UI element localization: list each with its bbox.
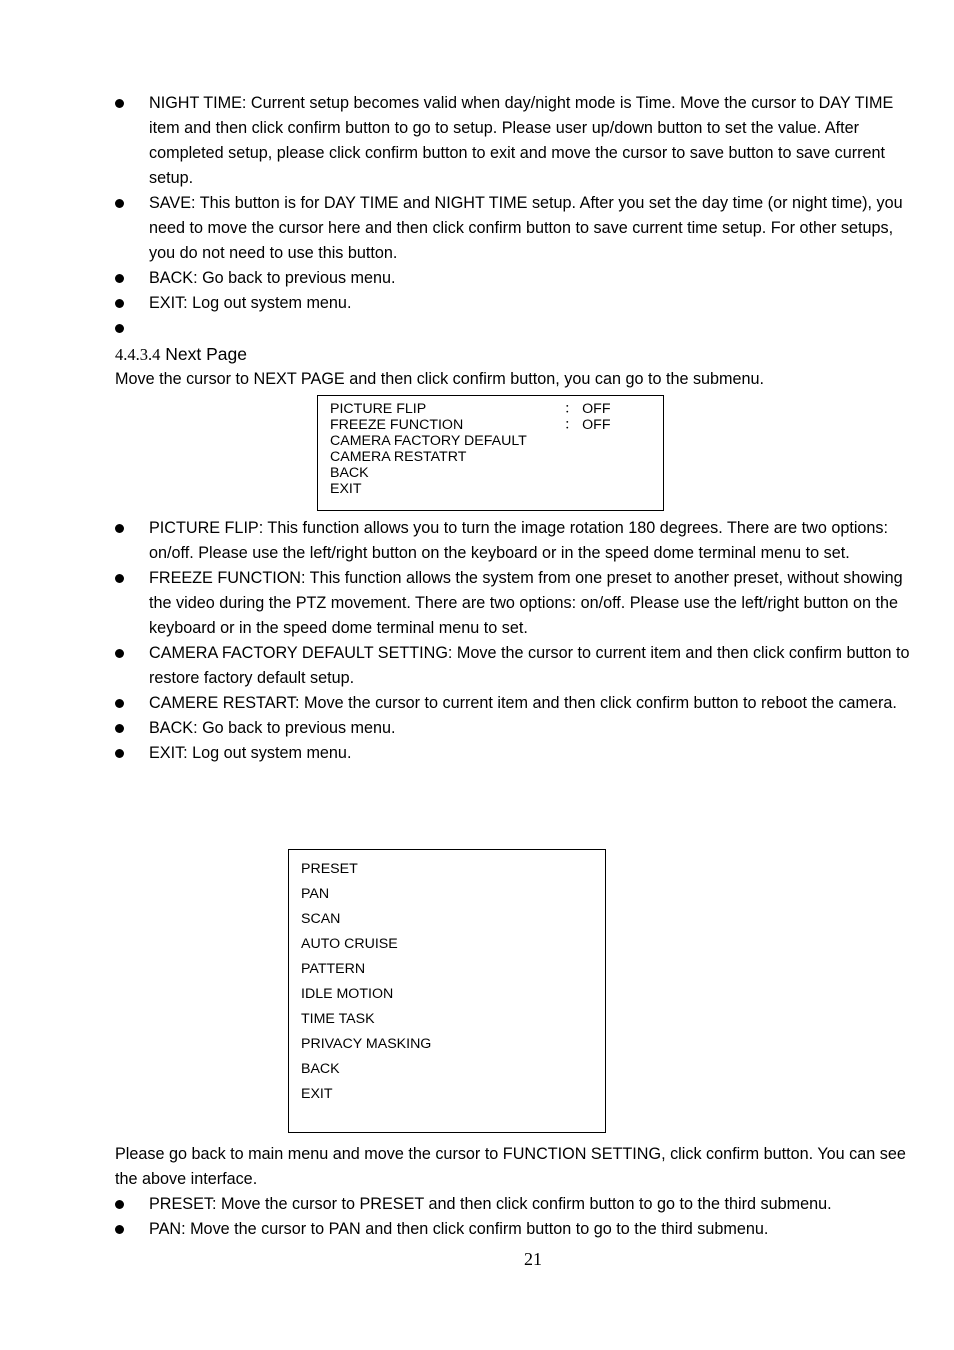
bullet-icon	[115, 574, 124, 583]
bullet-text: SAVE: This button is for DAY TIME and NIGHT TIME setup. After you set the day time (or night time), you need to move the cursor here and then click confirm button to save current time setup. For other setups, you do not need to use this button.	[149, 194, 903, 262]
menu-label: EXIT	[330, 481, 362, 497]
section-title: Next Page	[165, 344, 247, 364]
bullet-text: CAMERE RESTART: Move the cursor to current item and then click confirm button to reboot the camera.	[149, 694, 897, 712]
menu-item: IDLE MOTION	[301, 986, 394, 1002]
menu-label: BACK	[330, 465, 369, 481]
bottom-paragraph: Please go back to main menu and move the cursor to FUNCTION SETTING, click confirm button. You can see the above interface.	[115, 1145, 906, 1188]
bullet-icon	[115, 99, 124, 108]
list-item	[115, 716, 920, 741]
bullet-icon	[115, 1200, 124, 1209]
bullet-text: FREEZE FUNCTION: This function allows the system from one preset to another preset, without showing the video during the PTZ movement. There are two options: on/off. Please use the left/right button on the keyboard or in the speed dome terminal menu to set.	[149, 569, 903, 637]
list-item	[115, 641, 920, 691]
bullet-text: EXIT: Log out system menu.	[149, 294, 352, 312]
menu-item: AUTO CRUISE	[301, 936, 398, 952]
list-item	[115, 91, 920, 191]
menu-item: EXIT	[301, 1086, 333, 1102]
menu-row	[330, 417, 663, 433]
section-number: 4.4.3.4	[115, 345, 161, 364]
menu-item: SCAN	[301, 911, 341, 927]
menu-label: PICTURE FLIP	[330, 401, 427, 417]
menu-label: CAMERA FACTORY DEFAULT	[330, 433, 527, 449]
menu-item: PRIVACY MASKING	[301, 1036, 432, 1052]
list-item	[115, 316, 920, 341]
bullet-icon	[115, 649, 124, 658]
list-item	[115, 291, 920, 316]
next-page-menu-box	[317, 395, 664, 511]
bullet-text: BACK: Go back to previous menu.	[149, 269, 396, 287]
list-item	[115, 516, 920, 566]
bullet-icon	[115, 699, 124, 708]
menu-item: BACK	[301, 1061, 340, 1077]
list-item	[115, 1192, 920, 1217]
bullet-icon	[115, 524, 124, 533]
menu-label: FREEZE FUNCTION	[330, 417, 464, 433]
menu-value: ： OFF	[564, 417, 611, 433]
bullet-icon	[115, 299, 124, 308]
bullet-text: PAN: Move the cursor to PAN and then click confirm button to go to the third submenu.	[149, 1220, 769, 1238]
bullet-icon	[115, 1225, 124, 1234]
list-item	[115, 691, 920, 716]
middle-bullet-list	[115, 516, 920, 766]
menu-item: PATTERN	[301, 961, 366, 977]
bullet-icon	[115, 199, 124, 208]
menu-item: PRESET	[301, 861, 358, 877]
page-number: 21	[524, 1249, 542, 1269]
list-item	[115, 741, 920, 766]
bullet-text: EXIT: Log out system menu.	[149, 744, 352, 762]
section-intro: Move the cursor to NEXT PAGE and then click confirm button, you can go to the submenu.	[115, 370, 765, 388]
menu-row	[330, 449, 663, 465]
bullet-text: CAMERA FACTORY DEFAULT SETTING: Move the cursor to current item and then click confirm button to restore factory default setup.	[149, 644, 910, 687]
section-heading	[115, 342, 247, 367]
bullet-text: BACK: Go back to previous menu.	[149, 719, 396, 737]
list-item	[115, 1217, 920, 1242]
menu-label: CAMERA RESTATRT	[330, 449, 467, 465]
bullet-text: NIGHT TIME: Current setup becomes valid when day/night mode is Time. Move the cursor to DAY TIME item and then click confirm button to go to setup. Please user up/down button to set the value. After completed setup, please click confirm button to exit and move the cursor to save button to save current setup.	[149, 94, 894, 187]
menu-row	[330, 433, 663, 449]
list-item	[115, 266, 920, 291]
bullet-text: PRESET: Move the cursor to PRESET and then click confirm button to go to the third submenu.	[149, 1195, 832, 1213]
bullet-icon	[115, 724, 124, 733]
function-setting-menu-box	[288, 849, 606, 1133]
bullet-icon	[115, 274, 124, 283]
menu-item: TIME TASK	[301, 1011, 375, 1027]
bullet-icon	[115, 749, 124, 758]
menu-value: ： OFF	[564, 401, 611, 417]
menu-item: PAN	[301, 886, 330, 902]
top-bullet-list	[115, 91, 920, 341]
bullet-icon	[115, 324, 124, 333]
menu-row	[330, 401, 663, 417]
list-item	[115, 191, 920, 266]
menu-row	[330, 465, 663, 481]
list-item	[115, 566, 920, 641]
bottom-bullet-list	[115, 1192, 920, 1242]
bullet-text: PICTURE FLIP: This function allows you to turn the image rotation 180 degrees. There are two options: on/off. Please use the left/right button on the keyboard or in the speed dome terminal menu to set.	[149, 519, 889, 562]
menu-row	[330, 481, 663, 497]
